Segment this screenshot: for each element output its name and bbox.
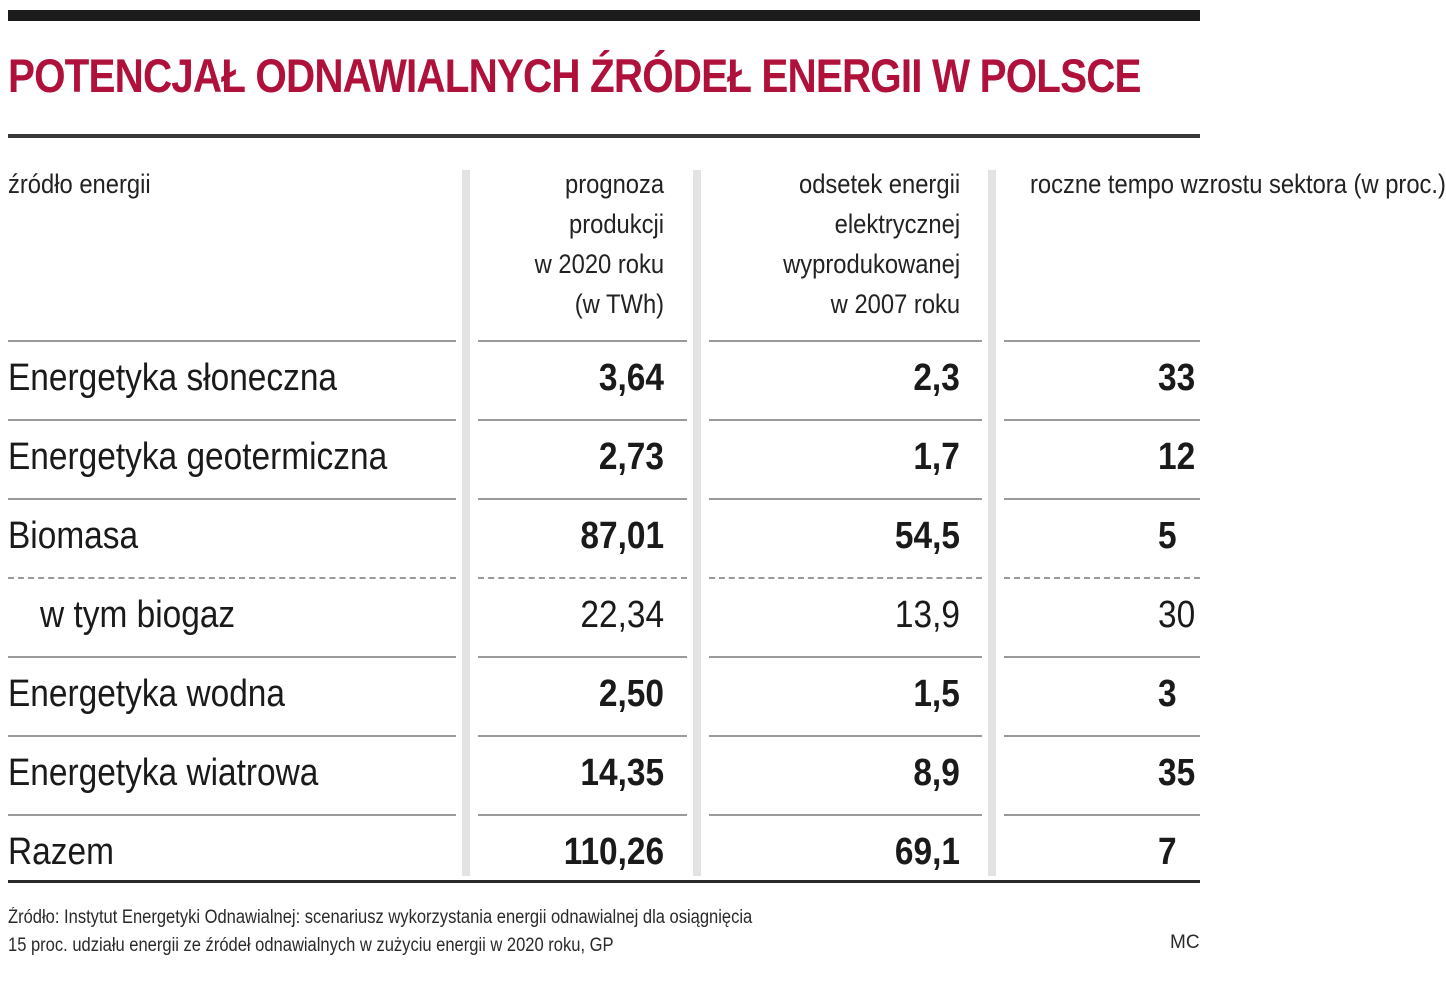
- row-rule: [709, 735, 982, 737]
- table-cell: 22,34: [580, 593, 664, 636]
- table-cell: 3,64: [598, 356, 664, 399]
- row-rule: [8, 498, 456, 500]
- table-cell: 7: [1158, 830, 1177, 873]
- row-rule: [478, 656, 687, 658]
- column-divider: [988, 170, 996, 876]
- table-cell: 54,5: [894, 514, 960, 557]
- row-rule: [1004, 735, 1200, 737]
- row-label: Energetyka wiatrowa: [8, 751, 319, 794]
- table-cell: 30: [1158, 593, 1196, 636]
- table-cell: 33: [1158, 356, 1196, 399]
- row-rule: [478, 340, 687, 342]
- header-growth: roczne tempo wzrostu sektora (w proc.): [1030, 169, 1446, 199]
- table-cell: 12: [1158, 435, 1196, 478]
- source-note: Źródło: Instytut Energetyki Odnawialnej: scenariusz wykorzystania energii odnawialnej dla osiągnięcia 15 proc. udziału energii ze źródeł odnawialnych w zużyciu energii w 2020 roku, GP: [8, 907, 753, 956]
- header-source: źródło energii: [8, 169, 151, 199]
- row-rule: [8, 656, 456, 658]
- row-rule: [1004, 340, 1200, 342]
- row-rule: [709, 340, 982, 342]
- table-cell: 5: [1158, 514, 1177, 557]
- column-divider: [462, 170, 470, 876]
- column-divider: [693, 170, 701, 876]
- row-rule: [1004, 814, 1200, 816]
- header-forecast: prognoza produkcji w 2020 roku (w TWh): [534, 169, 664, 319]
- table-cell: 3: [1158, 672, 1177, 715]
- table-cell: 110,26: [563, 830, 664, 873]
- row-rule: [709, 577, 982, 579]
- row-rule: [478, 814, 687, 816]
- table-cell: 13,9: [894, 593, 960, 636]
- title-rule: [8, 134, 1200, 138]
- row-rule: [478, 498, 687, 500]
- chart-title: POTENCJAŁ ODNAWIALNYCH ŹRÓDEŁ ENERGII W POLSCE: [8, 49, 1141, 102]
- row-label: Energetyka słoneczna: [8, 356, 338, 399]
- table-cell: 8,9: [913, 751, 960, 794]
- table-cell: 2,50: [598, 672, 664, 715]
- row-rule: [478, 419, 687, 421]
- row-rule: [8, 735, 456, 737]
- row-rule: [709, 814, 982, 816]
- table-cell: 2,73: [598, 435, 664, 478]
- bottom-rule: [8, 880, 1200, 883]
- table-cell: 1,5: [913, 672, 960, 715]
- row-label: Energetyka geotermiczna: [8, 435, 388, 478]
- row-label: w tym biogaz: [40, 593, 236, 636]
- row-rule: [8, 577, 456, 579]
- row-rule: [8, 419, 456, 421]
- row-label: Biomasa: [8, 514, 139, 557]
- row-rule: [1004, 498, 1200, 500]
- row-rule: [1004, 419, 1200, 421]
- row-rule: [709, 656, 982, 658]
- top-rule: [8, 10, 1200, 21]
- table-cell: 1,7: [913, 435, 960, 478]
- table-cell: 14,35: [580, 751, 664, 794]
- row-rule: [1004, 656, 1200, 658]
- row-rule: [8, 814, 456, 816]
- table-cell: 35: [1158, 751, 1196, 794]
- table-cell: 69,1: [894, 830, 960, 873]
- row-label: Energetyka wodna: [8, 672, 285, 715]
- header-share: odsetek energii elektrycznej wyprodukowanej w 2007 roku: [783, 169, 960, 319]
- credit: MC: [1170, 932, 1200, 953]
- table-cell: 87,01: [580, 514, 664, 557]
- row-rule: [1004, 577, 1200, 579]
- row-label: Razem: [8, 830, 114, 873]
- row-rule: [709, 498, 982, 500]
- row-rule: [478, 577, 687, 579]
- row-rule: [709, 419, 982, 421]
- table-cell: 2,3: [913, 356, 960, 399]
- row-rule: [8, 340, 456, 342]
- row-rule: [478, 735, 687, 737]
